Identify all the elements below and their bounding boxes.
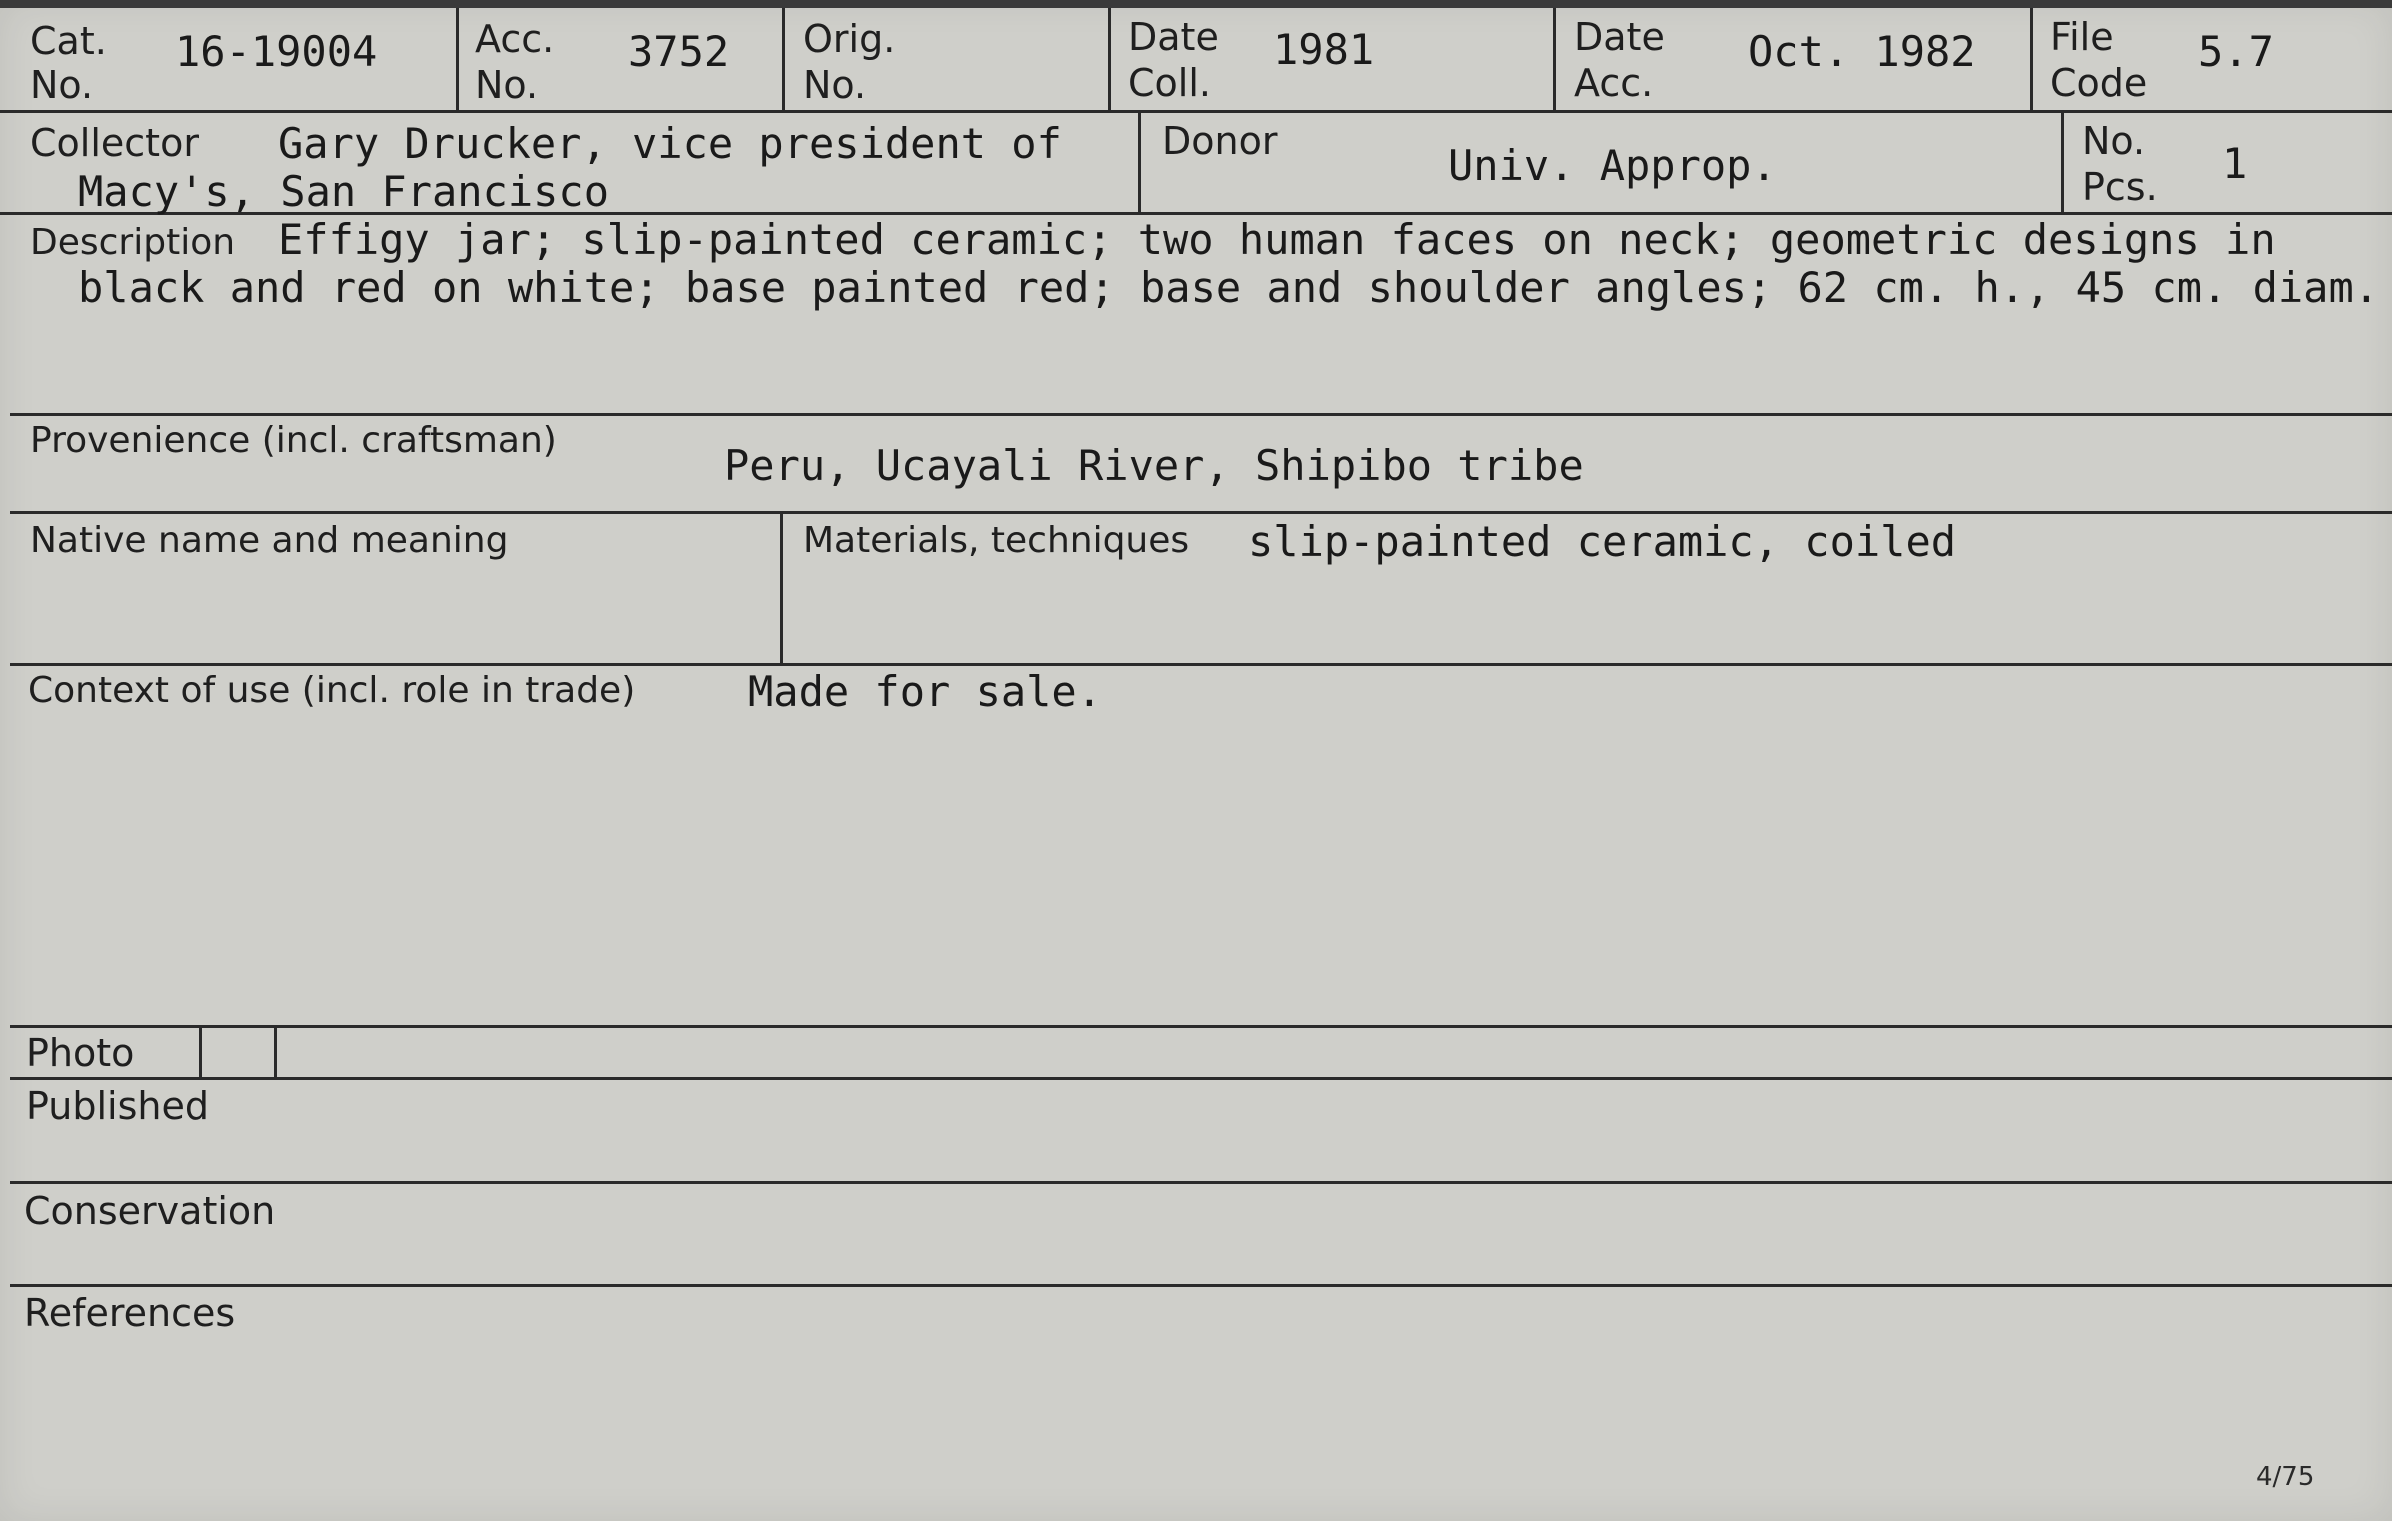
pieces-label-line1: No. bbox=[2082, 119, 2146, 163]
file-code-value: 5.7 bbox=[2198, 27, 2274, 76]
acc-no-label-line2: No. bbox=[475, 63, 539, 107]
rule-below-header bbox=[0, 110, 2392, 113]
conservation-label: Conservation bbox=[24, 1189, 276, 1233]
rule-below-description bbox=[10, 413, 2392, 416]
description-value-line1: Effigy jar; slip-painted ceramic; two human faces on neck; geometric designs in bbox=[278, 215, 2276, 264]
acc-no-label-line1: Acc. bbox=[475, 17, 555, 61]
photo-box-divider-1 bbox=[199, 1027, 202, 1079]
published-label: Published bbox=[26, 1084, 209, 1128]
description-label: Description bbox=[30, 222, 236, 263]
rule-below-conservation bbox=[10, 1284, 2392, 1287]
collector-value-line1: Gary Drucker, vice president of bbox=[278, 119, 1062, 168]
rule-below-provenience bbox=[10, 511, 2392, 514]
file-code-label-line2: Code bbox=[2050, 61, 2148, 105]
date-coll-value: 1981 bbox=[1273, 25, 1375, 74]
date-acc-label-line2: Acc. bbox=[1574, 61, 1654, 105]
collector-label: Collector bbox=[30, 121, 199, 165]
context-label: Context of use (incl. role in trade) bbox=[28, 670, 636, 711]
date-acc-label-line1: Date bbox=[1574, 15, 1665, 59]
donor-label: Donor bbox=[1162, 119, 1278, 163]
pieces-value: 1 bbox=[2222, 139, 2248, 188]
orig-no-label-line1: Orig. bbox=[803, 17, 896, 61]
materials-value: slip-painted ceramic, coiled bbox=[1248, 517, 1957, 566]
acc-no-value: 3752 bbox=[628, 27, 730, 76]
pieces-label-line2: Pcs. bbox=[2082, 165, 2158, 209]
description-value-line2: black and red on white; base painted red; base and shoulder angles; 62 cm. h., 45 cm. diam. bbox=[78, 263, 2380, 312]
divider-donor-pieces bbox=[2061, 112, 2064, 214]
rule-below-materials bbox=[10, 663, 2392, 666]
cat-no-label-line2: No. bbox=[30, 63, 94, 107]
file-code-label-line1: File bbox=[2050, 15, 2114, 59]
divider-dateacc-filecode bbox=[2030, 8, 2033, 112]
divider-orig-datecoll bbox=[1108, 8, 1111, 112]
card-top-edge bbox=[0, 0, 2392, 8]
provenience-value: Peru, Ucayali River, Shipibo tribe bbox=[724, 441, 1584, 490]
donor-value: Univ. Approp. bbox=[1448, 141, 1777, 190]
cat-no-value: 16-19004 bbox=[175, 27, 378, 76]
date-coll-label-line1: Date bbox=[1128, 15, 1219, 59]
rule-above-photo bbox=[10, 1025, 2392, 1028]
context-value: Made for sale. bbox=[748, 667, 1103, 716]
date-coll-label-line2: Coll. bbox=[1128, 61, 1211, 105]
rule-below-photo bbox=[10, 1077, 2392, 1080]
materials-label: Materials, techniques bbox=[803, 520, 1190, 561]
cat-no-label-line1: Cat. bbox=[30, 19, 107, 63]
collector-value-line2: Macy's, San Francisco bbox=[78, 167, 610, 216]
form-code: 4/75 bbox=[2256, 1462, 2315, 1492]
divider-datecoll-dateacc bbox=[1553, 8, 1556, 112]
divider-native-materials bbox=[780, 513, 783, 665]
references-label: References bbox=[24, 1291, 236, 1335]
native-name-label: Native name and meaning bbox=[30, 520, 509, 561]
photo-label: Photo bbox=[26, 1031, 135, 1075]
divider-cat-acc bbox=[456, 8, 459, 112]
divider-acc-orig bbox=[782, 8, 785, 112]
provenience-label: Provenience (incl. craftsman) bbox=[30, 420, 557, 461]
photo-box-divider-2 bbox=[274, 1027, 277, 1079]
orig-no-label-line2: No. bbox=[803, 63, 867, 107]
divider-collector-donor bbox=[1138, 112, 1141, 214]
date-acc-value: Oct. 1982 bbox=[1748, 27, 1976, 76]
rule-below-published bbox=[10, 1181, 2392, 1184]
